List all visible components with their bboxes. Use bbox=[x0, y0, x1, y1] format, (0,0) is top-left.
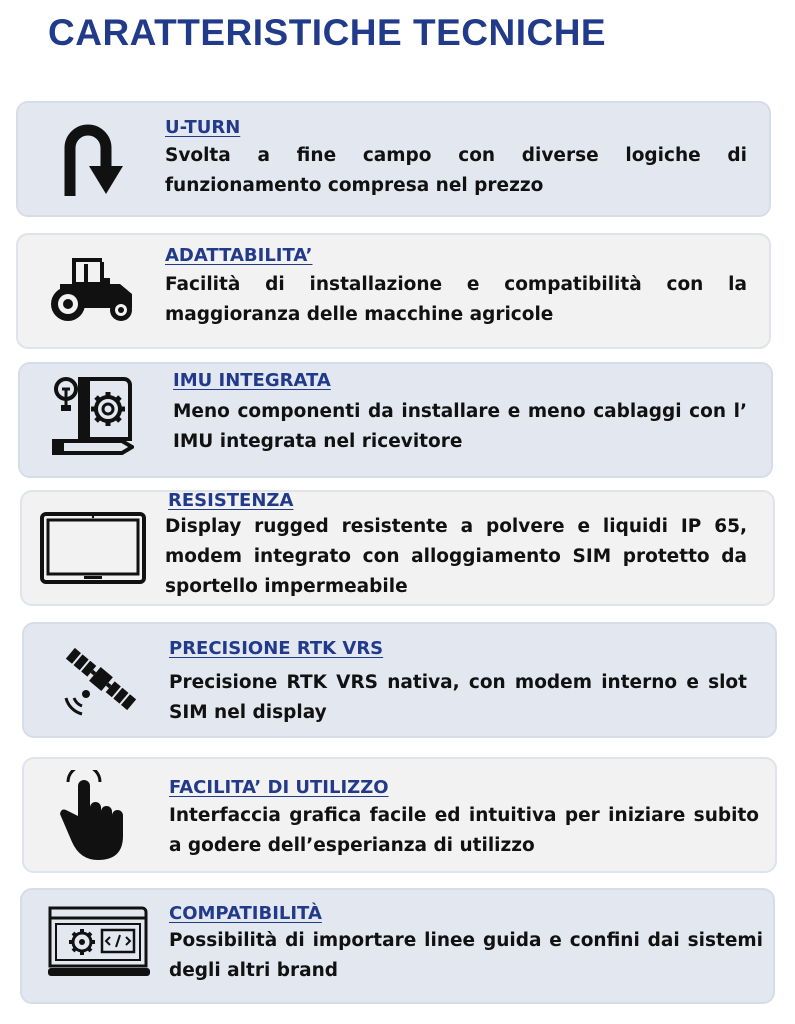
feature-heading-resistenza: RESISTENZA bbox=[168, 490, 294, 511]
feature-heading-precisione-rtk-vrs: PRECISIONE RTK VRS bbox=[169, 638, 384, 659]
feature-heading-u-turn: U-TURN bbox=[165, 117, 241, 138]
feature-text-resistenza: Display rugged resistente a polvere e liquidi IP 65, modem integrato con alloggiamento SIM protetto da sportello impermeabile bbox=[165, 516, 747, 597]
feature-text-precisione-rtk-vrs: Precisione RTK VRS nativa, con modem interno e slot SIM nel display bbox=[169, 672, 747, 723]
tablet-icon bbox=[40, 512, 146, 584]
page-title: CARATTERISTICHE TECNICHE bbox=[48, 12, 607, 53]
feature-text-compatibilita: Possibilità di importare linee guida e confini dai sistemi degli altri brand bbox=[169, 930, 763, 981]
engineering-manual-icon bbox=[52, 375, 134, 459]
feature-heading-facilita-di-utilizzo: FACILITA’ DI UTILIZZO bbox=[169, 777, 389, 798]
feature-heading-compatibilita: COMPATIBILITÀ bbox=[169, 903, 322, 924]
software-settings-icon bbox=[46, 904, 152, 978]
feature-text-u-turn: Svolta a fine campo con diverse logiche di funzionamento compresa nel prezzo bbox=[165, 145, 747, 196]
feature-heading-imu-integrata: IMU INTEGRATA bbox=[173, 370, 331, 391]
feature-text-adattabilita: Facilità di installazione e compatibilità con la maggioranza delle macchine agricole bbox=[165, 274, 747, 325]
tractor-icon bbox=[46, 254, 138, 322]
feature-text-imu-integrata: Meno componenti da installare e meno cablaggi con l’ IMU integrata nel ricevitore bbox=[173, 401, 747, 452]
satellite-icon bbox=[58, 636, 144, 722]
feature-heading-adattabilita: ADATTABILITA’ bbox=[165, 245, 313, 266]
feature-text-facilita-di-utilizzo: Interfaccia grafica facile ed intuitiva per iniziare subito a godere dell’esperianza di utilizzo bbox=[169, 805, 759, 856]
u-turn-arrow-icon bbox=[56, 116, 126, 200]
touch-hand-icon bbox=[58, 770, 128, 862]
